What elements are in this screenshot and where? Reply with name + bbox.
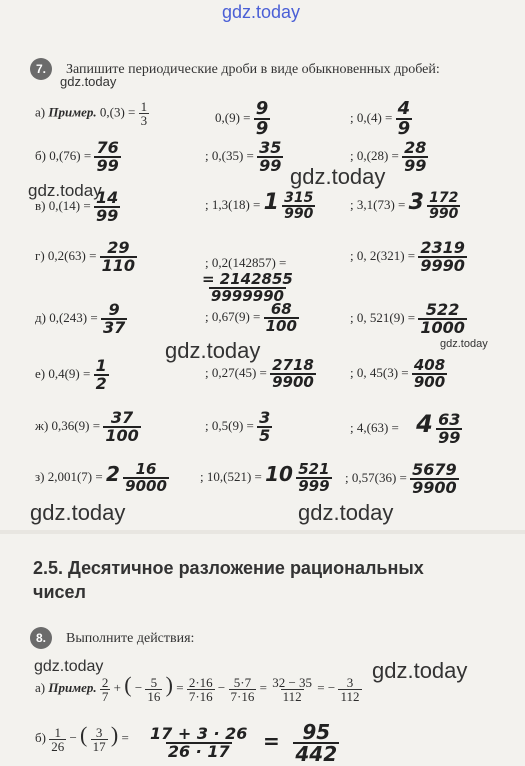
paren: ) [110, 722, 119, 747]
task-8-header [30, 627, 194, 649]
handwritten-whole: 4 [416, 410, 433, 438]
row-b-mid [205, 140, 283, 174]
watermark: gdz.today [60, 74, 117, 89]
row-v-left [35, 190, 120, 224]
expr: ; 3,1(73) = [350, 197, 406, 212]
row-d-left [35, 302, 127, 336]
row-zh-left [35, 410, 141, 444]
handwritten-whole: 10 [265, 462, 293, 486]
handwritten-result: $\frac{95}{442}$ [295, 720, 338, 766]
watermark: gdz.today [165, 338, 261, 363]
operator: + [113, 680, 121, 695]
section-title-line1: 2.5. Десятичное разложение рациональных [33, 558, 424, 578]
handwritten-answer: $\frac{408}{900}$ [413, 356, 446, 391]
paren: ( [124, 672, 132, 697]
handwritten-answer: $\frac{4}{9}$ [397, 98, 411, 139]
row-g-right [350, 240, 467, 274]
task8-b-handwritten [148, 722, 339, 764]
fraction: $\frac{1}{3}$ [140, 99, 148, 128]
expr: ; 0,(4) = [350, 109, 393, 125]
handwritten-answer: $\frac{35}{99}$ [259, 138, 282, 175]
expr: в) 0,(14) = [35, 197, 91, 213]
handwritten-answer: $\frac{522}{1000}$ [420, 300, 465, 337]
section-title-line2: чисел [33, 582, 86, 602]
handwritten-answer: $\frac{172}{990}$ [429, 190, 459, 223]
handwritten-answer: $\frac{1}{2}$ [95, 356, 107, 393]
watermark: gdz.today [30, 500, 126, 525]
task-number-badge: 8. [30, 627, 52, 649]
row-z-left [35, 462, 169, 494]
row-e-right [350, 358, 447, 390]
watermark: gdz.today [34, 658, 104, 675]
fraction: $\frac{2}{7}$ [101, 674, 109, 704]
expr: 0,(9) = [215, 109, 251, 125]
operator: − [134, 680, 143, 695]
handwritten-answer: $\frac{9}{37}$ [102, 300, 126, 337]
row-g-mid [205, 255, 286, 271]
operator: = [176, 680, 184, 695]
expr: ; 0,5(9) = [205, 417, 254, 433]
row-b-left [35, 140, 121, 174]
fraction: $\frac{3}{17}$ [92, 724, 106, 754]
fraction: $\frac{1}{26}$ [51, 724, 65, 754]
example-word: Пример. [48, 680, 97, 695]
task8-example-b [35, 722, 129, 753]
expr: е) 0,4(9) = [35, 365, 91, 381]
handwritten-answer: $\frac{521}{999}$ [298, 460, 330, 496]
row-z-mid [200, 462, 332, 494]
handwritten-answer: $\frac{68}{100}$ [265, 300, 297, 335]
fraction: $\frac{3}{112}$ [340, 674, 360, 704]
row-label: а) [35, 104, 46, 120]
handwritten-answer: $\frac{63}{99}$ [438, 410, 461, 448]
expr: д) 0,(243) = [35, 309, 98, 325]
handwritten-answer: $\frac{5679}{9900}$ [412, 460, 457, 497]
operator: = [263, 728, 280, 753]
row-v-right [350, 190, 460, 221]
row-zh-mid [205, 410, 272, 444]
row-g-left [35, 240, 137, 274]
row-a-left [35, 100, 149, 127]
row-a-right [350, 100, 412, 138]
handwritten-answer: $\frac{2718}{9900}$ [272, 356, 314, 391]
fraction: $\frac{2\cdot 16}{7\cdot 16}$ [188, 674, 213, 704]
task-8-instruction: Выполните действия: [66, 631, 195, 646]
row-label: а) [35, 680, 46, 695]
row-e-mid [205, 358, 316, 390]
task-7-instruction: Запишите периодические дроби в виде обыкновенных дробей: [66, 62, 440, 77]
paren: ( [80, 722, 88, 747]
row-d-right [350, 302, 467, 336]
handwritten-answer: $\frac{2319}{9990}$ [420, 238, 465, 275]
handwritten-answer: $\frac{9}{9}$ [255, 98, 269, 139]
handwritten-whole: 3 [408, 190, 424, 215]
expr: г) 0,2(63) = [35, 247, 97, 263]
expr: з) 2,001(7) = [35, 469, 103, 484]
row-z-right [345, 462, 459, 496]
watermark: gdz.today [440, 338, 488, 350]
expr: ; 0,2(142857) = [205, 255, 287, 270]
operator: − [327, 680, 336, 695]
operator: − [217, 680, 226, 695]
watermark: gdz.today [290, 164, 386, 189]
handwritten-answer: $\frac{17 + 3 \cdot 26}{26 \cdot 17}$ [150, 724, 248, 761]
expr: ; 0,67(9) = [205, 308, 261, 324]
expr: ; 0, 521(9) = [350, 309, 416, 325]
paren: ) [165, 672, 173, 697]
handwritten-whole: 2 [105, 462, 120, 486]
expr: ; 0,27(45) = [205, 364, 267, 380]
expr: б) 0,(76) = [35, 147, 92, 163]
handwritten-answer: $\frac{28}{99}$ [404, 138, 427, 175]
row-zh-right [350, 410, 462, 446]
fraction: $\frac{5\cdot 7}{7\cdot 16}$ [230, 674, 255, 704]
expr: ; 0,57(36) = [345, 469, 407, 485]
expr: ; 0, 45(3) = [350, 364, 409, 380]
example-word: Пример. [48, 104, 97, 120]
operator: = [121, 730, 129, 745]
task8-example-a [35, 672, 362, 703]
operator: = [317, 680, 325, 695]
handwritten-answer: $\frac{37}{100}$ [105, 408, 139, 445]
row-label: б) [35, 730, 46, 745]
expr: 0,(3) = [99, 104, 136, 120]
expr: ; 4,(63) = [350, 420, 399, 435]
handwritten-answer: $\frac{= 2142855}{9999990}$ [202, 270, 293, 305]
watermark-top[interactable]: gdz.today [222, 2, 301, 22]
handwritten-whole: 1 [263, 190, 279, 215]
task-number-badge: 7. [30, 58, 52, 80]
expr: ; 10,(521) = [200, 469, 262, 484]
row-a-mid [215, 100, 270, 138]
expr: ; 1,3(18) = [205, 197, 261, 212]
handwritten-answer: $\frac{315}{990}$ [284, 190, 314, 223]
expr: ; 0,(28) = [350, 147, 399, 163]
expr: ; 0,(35) = [205, 147, 254, 163]
operator: = [259, 680, 267, 695]
handwritten-answer: $\frac{14}{99}$ [95, 188, 119, 225]
watermark: gdz.today [298, 500, 394, 525]
expr: ; 0, 2(321) = [350, 247, 416, 263]
watermark: gdz.today [372, 658, 468, 683]
handwritten-answer: $\frac{76}{99}$ [96, 138, 119, 175]
expr: ж) 0,36(9) = [35, 417, 101, 433]
fraction: $\frac{5}{16}$ [147, 674, 161, 704]
row-e-left [35, 358, 109, 392]
row-v-mid [205, 190, 315, 221]
handwritten-answer: $\frac{3}{5}$ [259, 408, 271, 445]
watermark: gdz.today [28, 181, 102, 200]
handwritten-answer: $\frac{16}{9000}$ [125, 460, 167, 496]
operator: − [69, 730, 77, 745]
handwritten-answer: $\frac{29}{110}$ [101, 238, 136, 275]
page-divider [0, 530, 525, 534]
fraction: $\frac{32 - 35}{112}$ [272, 674, 313, 704]
row-d-mid [205, 302, 299, 334]
